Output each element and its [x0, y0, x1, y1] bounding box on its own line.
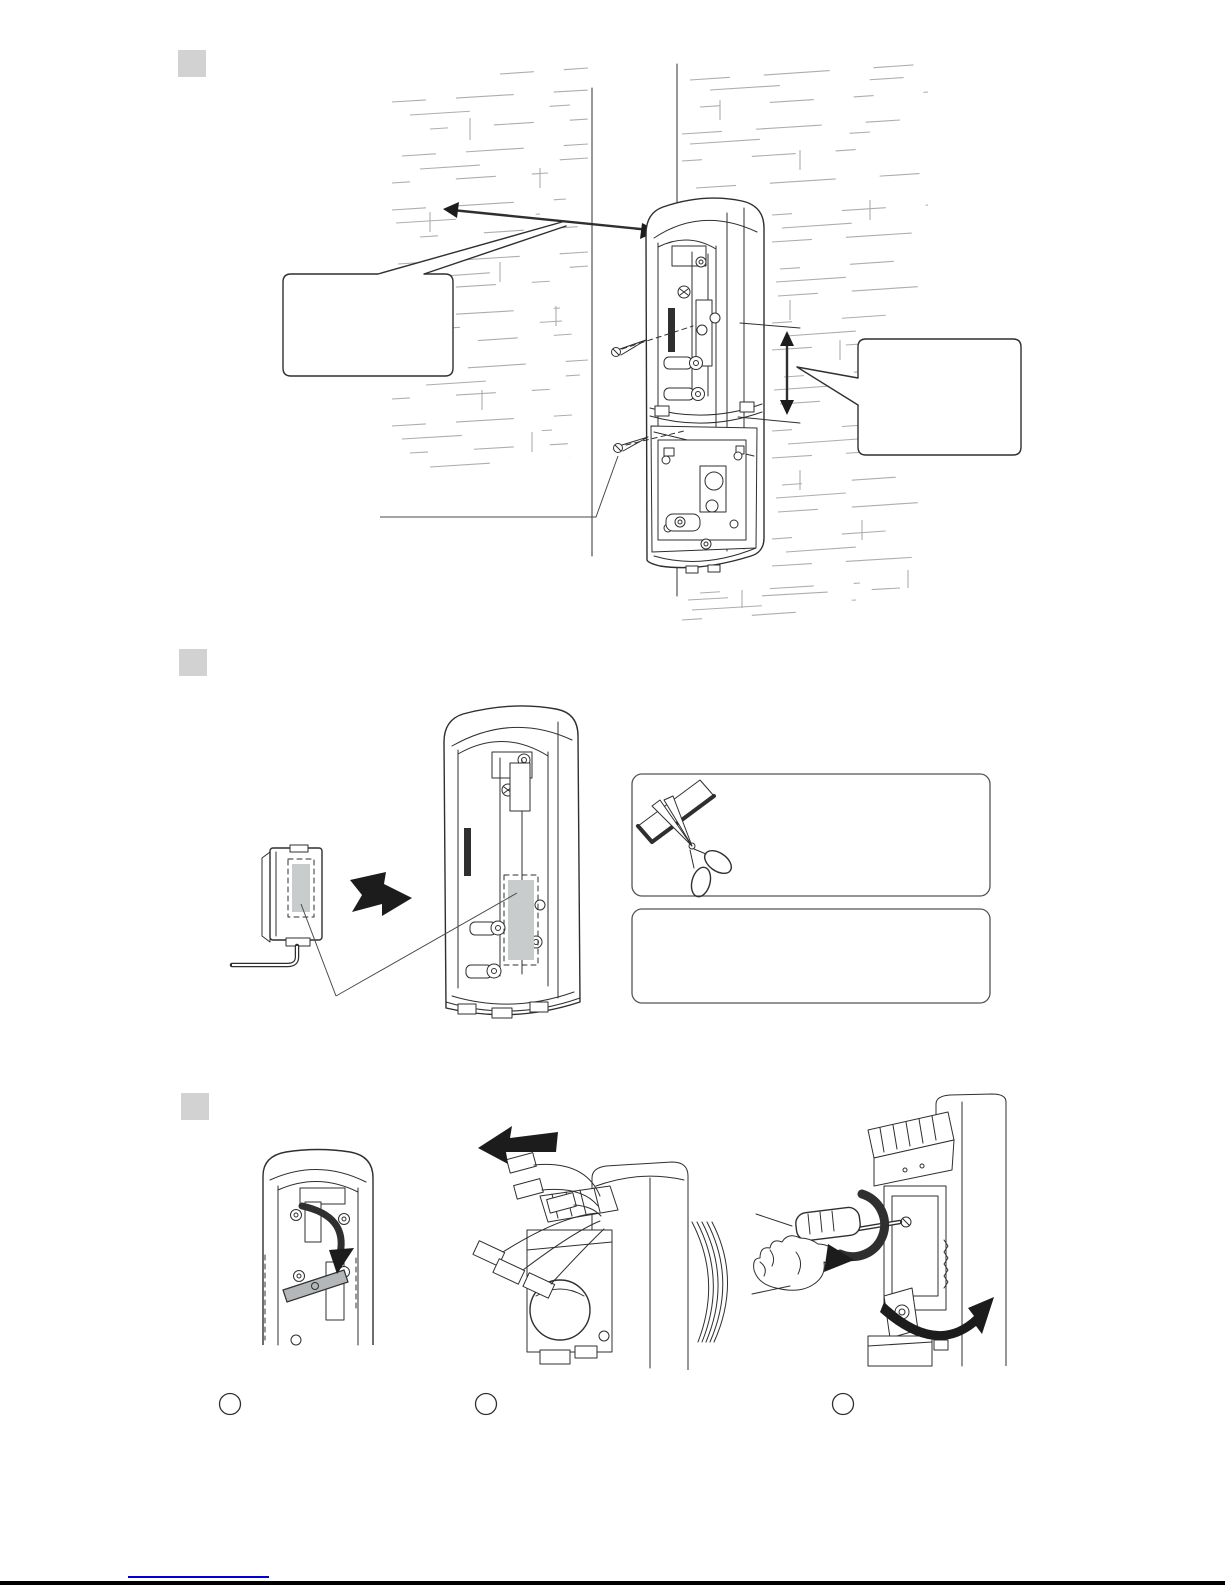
back-box-open [444, 706, 580, 1018]
callout-box-right [797, 339, 1021, 455]
substep-number-2 [476, 1394, 497, 1415]
sticker-area-large [508, 880, 534, 960]
transmitter-unit [232, 845, 322, 965]
screw-icon [614, 437, 649, 453]
figure-step2-sticker-transfer [232, 706, 990, 1018]
note-box-cut [632, 774, 990, 899]
span-arrow-vertical [780, 331, 794, 415]
detector-base-unit [646, 198, 764, 573]
note-box-plain [632, 909, 990, 1003]
substep-a-terminal-cover [263, 1150, 373, 1346]
callout-box-left [283, 222, 566, 376]
footer-rule [0, 1581, 1225, 1585]
substep-number-1 [220, 1394, 241, 1415]
transfer-arrow [350, 872, 412, 916]
figure-step3-substeps [220, 1094, 1007, 1415]
substep-c-tighten [752, 1094, 1006, 1366]
transmitter-cable [232, 946, 297, 965]
span-arrow-horizontal [443, 202, 658, 239]
substep-number-3 [833, 1394, 854, 1415]
substep-b-connectors [473, 1126, 728, 1370]
cable-bundle [692, 1222, 728, 1342]
leader-line-screw [380, 456, 618, 517]
footer-link[interactable] [128, 1572, 269, 1578]
figure-step1-wall-mounting [283, 64, 1021, 620]
